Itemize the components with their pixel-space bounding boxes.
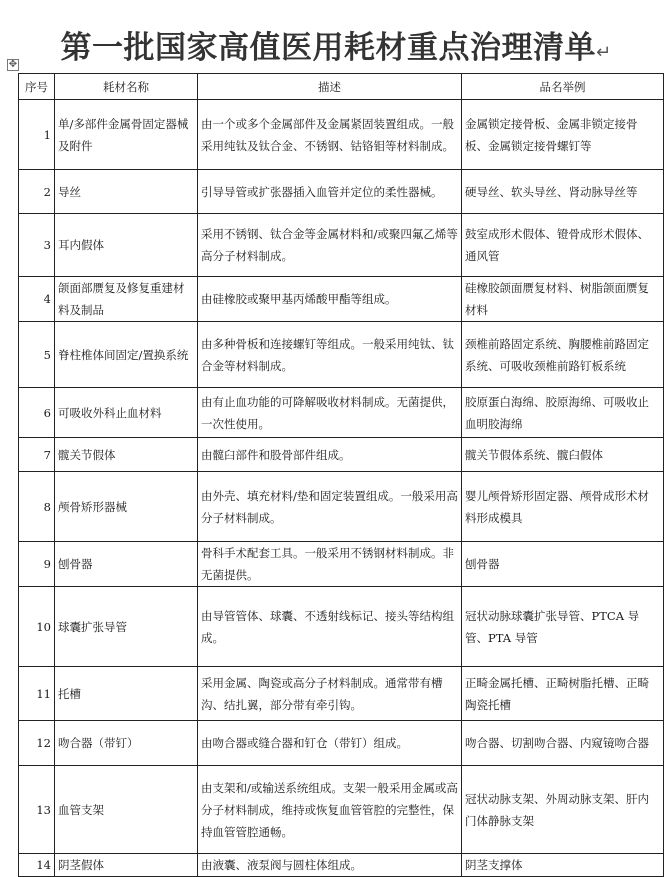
table-row — [19, 667, 664, 721]
row-number: 1 — [19, 100, 55, 170]
row-name: 可吸收外科止血材料 — [55, 388, 198, 438]
table-row — [19, 587, 664, 667]
row-examples: 婴儿颅骨矫形固定器、颅骨成形术材料形成模具 — [462, 472, 664, 542]
table-row — [19, 170, 664, 214]
row-name: 刨骨器 — [55, 542, 198, 587]
consumables-table — [18, 73, 664, 877]
header-name: 耗材名称 — [55, 74, 198, 100]
row-name: 颅骨矫形器械 — [55, 472, 198, 542]
page-title-text: 第一批国家高值医用耗材重点治理清单 — [60, 30, 596, 66]
row-examples: 冠状动脉支架、外周动脉支架、肝内门体静脉支架 — [462, 766, 664, 854]
table-row — [19, 322, 664, 388]
table-row — [19, 277, 664, 322]
row-number: 2 — [19, 170, 55, 214]
row-description: 由吻合器或缝合器和钉仓（带钉）组成。 — [198, 721, 462, 766]
row-description: 由硅橡胶或聚甲基丙烯酸甲酯等组成。 — [198, 277, 462, 322]
table-row — [19, 854, 664, 877]
row-number: 13 — [19, 766, 55, 854]
table-move-handle-icon[interactable]: ✥ — [8, 59, 18, 70]
row-examples: 硅橡胶颌面赝复材料、树脂颌面赝复材料 — [462, 277, 664, 322]
row-description: 由外壳、填充材料/垫和固定装置组成。一般采用高分子材料制成。 — [198, 472, 462, 542]
row-name: 托槽 — [55, 667, 198, 721]
row-name: 球囊扩张导管 — [55, 587, 198, 667]
table-row — [19, 388, 664, 438]
row-examples: 正畸金属托槽、正畸树脂托槽、正畸陶瓷托槽 — [462, 667, 664, 721]
table-header-row — [19, 74, 664, 100]
row-name: 耳内假体 — [55, 214, 198, 277]
row-description: 由有止血功能的可降解吸收材料制成。无菌提供，一次性使用。 — [198, 388, 462, 438]
row-number: 6 — [19, 388, 55, 438]
row-name: 髋关节假体 — [55, 438, 198, 472]
row-examples: 冠状动脉球囊扩张导管、PTCA 导管、PTA 导管 — [462, 587, 664, 667]
row-name: 阴茎假体 — [55, 854, 198, 877]
row-examples: 刨骨器 — [462, 542, 664, 587]
row-examples: 吻合器、切割吻合器、内窥镜吻合器 — [462, 721, 664, 766]
row-number: 8 — [19, 472, 55, 542]
row-description: 采用不锈钢、钛合金等金属材料和/或聚四氟乙烯等高分子材料制成。 — [198, 214, 462, 277]
row-description: 采用金属、陶瓷或高分子材料制成。通常带有槽沟、结扎翼，部分带有牵引钩。 — [198, 667, 462, 721]
row-number: 4 — [19, 277, 55, 322]
row-description: 骨科手术配套工具。一般采用不锈钢材料制成。非无菌提供。 — [198, 542, 462, 587]
table-row — [19, 100, 664, 170]
row-description: 由液囊、液泵阀与圆柱体组成。 — [198, 854, 462, 877]
row-number: 12 — [19, 721, 55, 766]
row-examples: 阴茎支撑体 — [462, 854, 664, 877]
table-row — [19, 542, 664, 587]
row-number: 7 — [19, 438, 55, 472]
page-title — [0, 22, 672, 67]
row-number: 10 — [19, 587, 55, 667]
row-examples: 胶原蛋白海绵、胶原海绵、可吸收止血明胶海绵 — [462, 388, 664, 438]
row-examples: 髋关节假体系统、髋臼假体 — [462, 438, 664, 472]
row-name: 吻合器（带钉） — [55, 721, 198, 766]
row-description: 由多种骨板和连接螺钉等组成。一般采用纯钛、钛合金等材料制成。 — [198, 322, 462, 388]
header-description: 描述 — [198, 74, 462, 100]
row-name: 单/多部件金属骨固定器械及附件 — [55, 100, 198, 170]
row-description: 由一个或多个金属部件及金属紧固装置组成。一般采用纯钛及钛合金、不锈钢、钴铬钼等材料制成。 — [198, 100, 462, 170]
row-number: 9 — [19, 542, 55, 587]
row-examples: 金属锁定接骨板、金属非锁定接骨板、金属锁定接骨螺钉等 — [462, 100, 664, 170]
row-description: 由支架和/或输送系统组成。支架一般采用金属或高分子材料制成，维持或恢复血管管腔的完整性，保持血管管腔通畅。 — [198, 766, 462, 854]
row-description: 由髋臼部件和股骨部件组成。 — [198, 438, 462, 472]
row-name: 导丝 — [55, 170, 198, 214]
row-examples: 颈椎前路固定系统、胸腰椎前路固定系统、可吸收颈椎前路钉板系统 — [462, 322, 664, 388]
table-row — [19, 721, 664, 766]
row-number: 5 — [19, 322, 55, 388]
row-number: 11 — [19, 667, 55, 721]
row-examples: 硬导丝、软头导丝、肾动脉导丝等 — [462, 170, 664, 214]
row-description: 引导导管或扩张器插入血管并定位的柔性器械。 — [198, 170, 462, 214]
row-number: 3 — [19, 214, 55, 277]
paragraph-mark-icon: ↵ — [595, 42, 612, 63]
row-description: 由导管管体、球囊、不透射线标记、接头等结构组成。 — [198, 587, 462, 667]
table-row — [19, 766, 664, 854]
row-examples: 鼓室成形术假体、镫骨成形术假体、通风管 — [462, 214, 664, 277]
table-row — [19, 472, 664, 542]
table-row — [19, 214, 664, 277]
row-name: 血管支架 — [55, 766, 198, 854]
row-name: 颌面部赝复及修复重建材料及制品 — [55, 277, 198, 322]
header-examples: 品名举例 — [462, 74, 664, 100]
row-number: 14 — [19, 854, 55, 877]
table-row — [19, 438, 664, 472]
row-name: 脊柱椎体间固定/置换系统 — [55, 322, 198, 388]
header-number: 序号 — [19, 74, 55, 100]
table-body — [19, 100, 664, 877]
